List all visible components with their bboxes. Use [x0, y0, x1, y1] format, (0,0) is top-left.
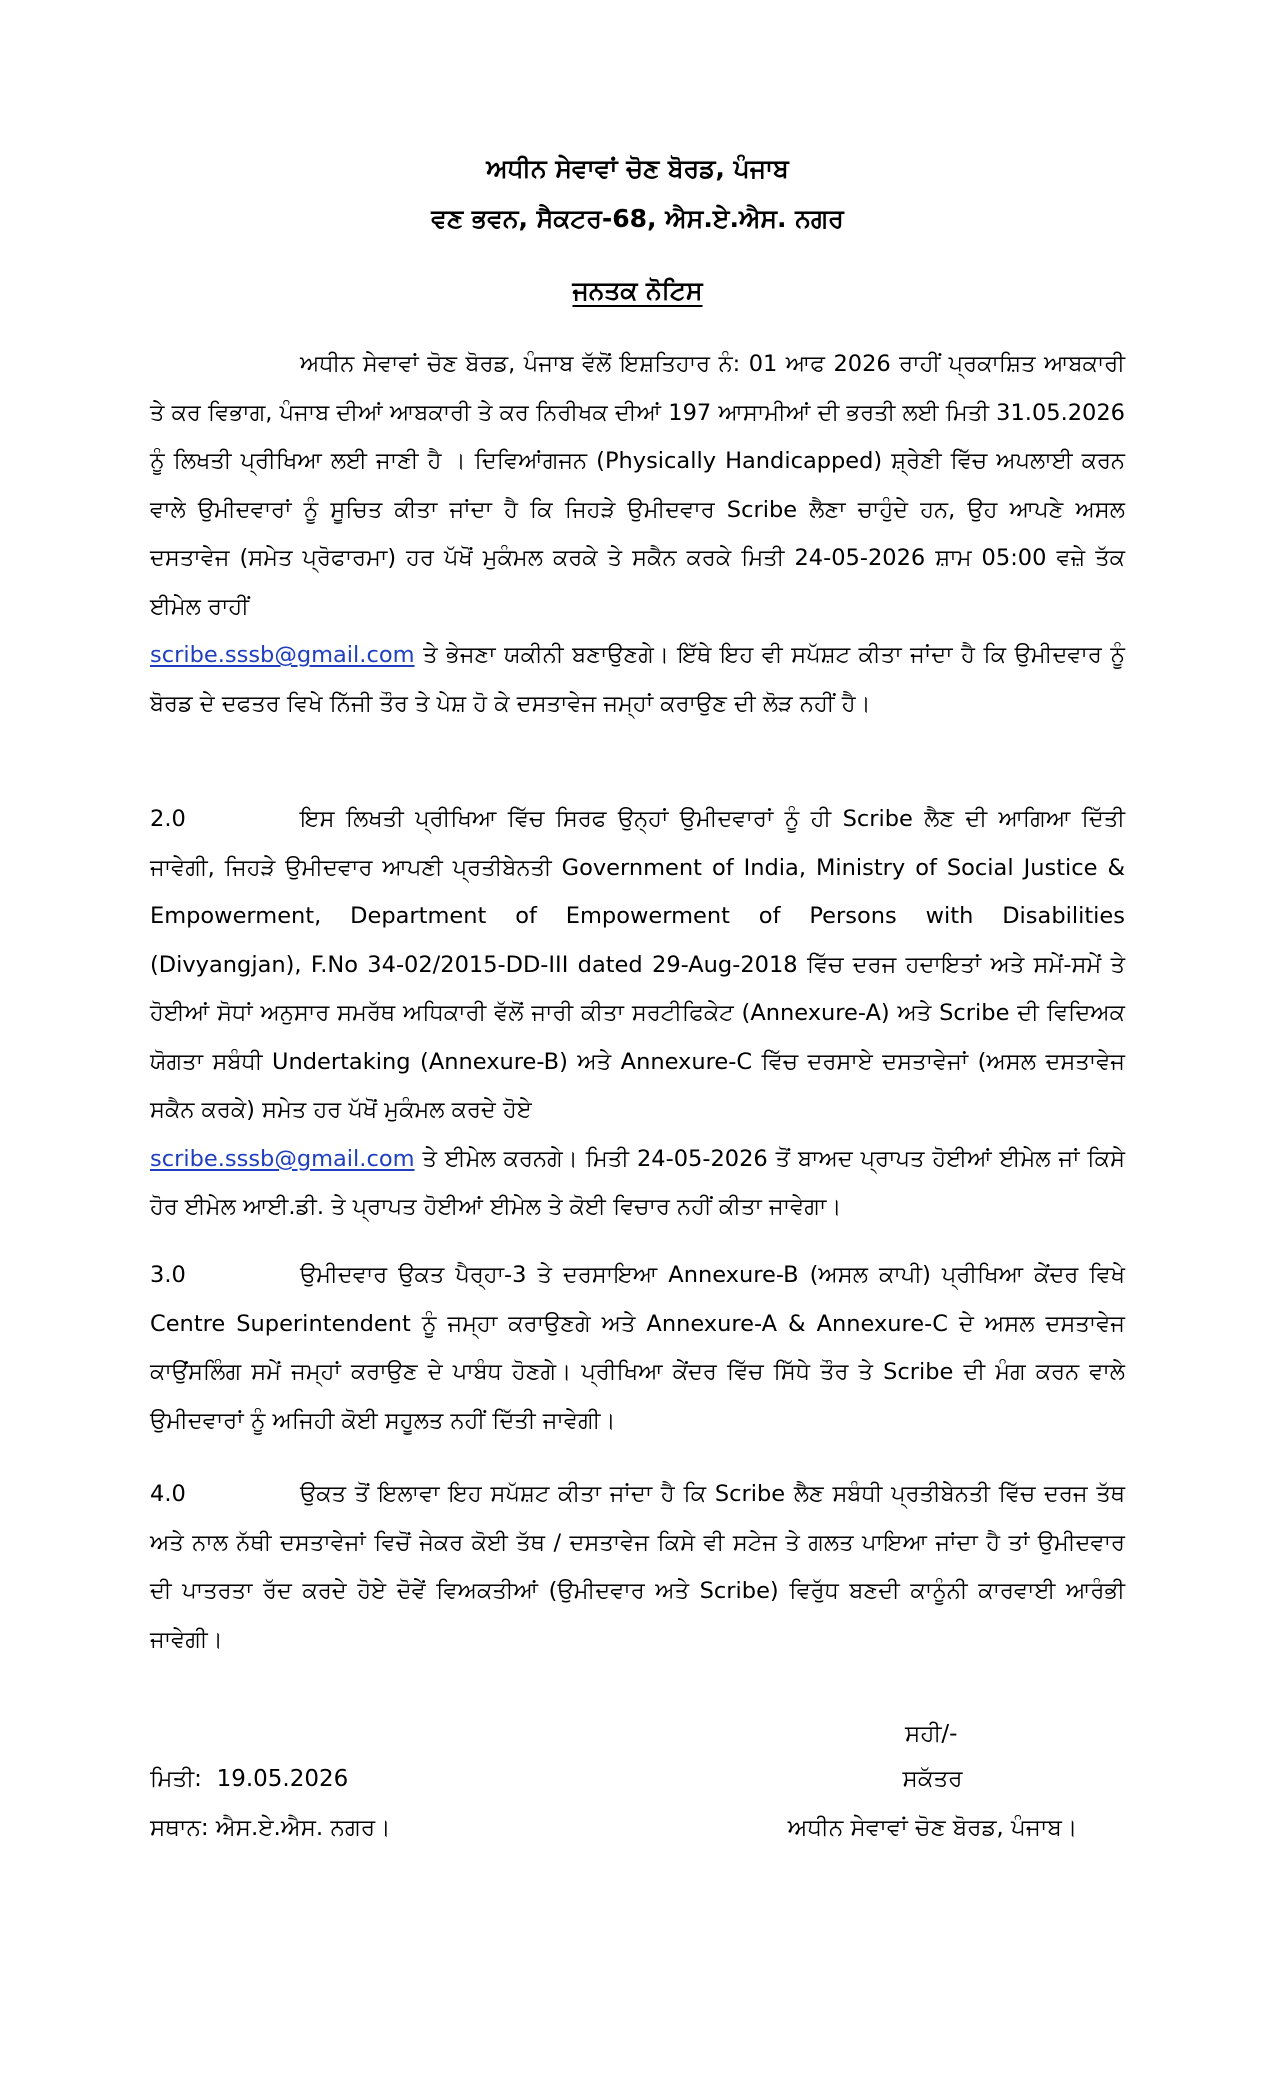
paragraph-2-text-b: ਤੇ ਈਮੇਲ ਕਰਨਗੇ। ਮਿਤੀ 24-05-2026 ਤੋਂ ਬਾਅਦ ਪ੍ਰਾਪਤ ਹੋਈਆਂ ਈਮੇਲ ਜਾਂ ਕਿਸੇ ਹੋਰ ਈਮੇਲ ਆਈ.ਡੀ. ਤੇ ਪ੍ਰਾਪਤ ਹੋਈਆਂ ਈਮੇਲ ਤੇ ਕੋਈ ਵਿਚਾਰ ਨਹੀਂ ਕੀਤਾ ਜਾਵੇਗਾ। [150, 1145, 1125, 1220]
signatory-organization: ਅਧੀਨ ਸੇਵਾਵਾਂ ਚੋਣ ਬੋਰਡ, ਪੰਜਾਬ। [787, 1815, 1078, 1841]
paragraph-3-text: ਉਮੀਦਵਾਰ ਉਕਤ ਪੈਰ੍ਹਾ-3 ਤੇ ਦਰਸਾਇਆ Annexure-B (ਅਸਲ ਕਾਪੀ) ਪ੍ਰੀਖਿਆ ਕੇਂਦਰ ਵਿਖੇ Centre Superintendent ਨੂੰ ਜਮ੍ਹਾ ਕਰਾਉਣਗੇ ਅਤੇ Annexure-A & Annexure-C ਦੇ ਅਸਲ ਦਸਤਾਵੇਜ ਕਾਉਂਸਲਿੰਗ ਸਮੇਂ ਜਮ੍ਹਾਂ ਕਰਾਉਣ ਦੇ ਪਾਬੰਧ ਹੋਣਗੇ। ਪ੍ਰੀਖਿਆ ਕੇਂਦਰ ਵਿੱਚ ਸਿੱਧੇ ਤੌਰ ਤੇ Scribe ਦੀ ਮੰਗ ਕਰਨ ਵਾਲੇ ਉਮੀਦਵਾਰਾਂ ਨੂੰ ਅਜਿਹੀ ਕੋਈ ਸਹੂਲਤ ਨਹੀਂ ਦਿੱਤੀ ਜਾਵੇਗੀ। [150, 1262, 1125, 1434]
signature-mark: ਸਹੀ/- [905, 1721, 958, 1747]
signatory-designation: ਸਕੱਤਰ [902, 1766, 963, 1792]
paragraph-4-text: ਉਕਤ ਤੋਂ ਇਲਾਵਾ ਇਹ ਸਪੱਸ਼ਟ ਕੀਤਾ ਜਾਂਦਾ ਹੈ ਕਿ Scribe ਲੈਣ ਸਬੰਧੀ ਪ੍ਰਤੀਬੇਨਤੀ ਵਿੱਚ ਦਰਜ ਤੱਥ ਅਤੇ ਨਾਲ ਨੱਥੀ ਦਸਤਾਵੇਜਾਂ ਵਿਚੋਂ ਜੇਕਰ ਕੋਈ ਤੱਥ / ਦਸਤਾਵੇਜ ਕਿਸੇ ਵੀ ਸਟੇਜ ਤੇ ਗਲਤ ਪਾਇਆ ਜਾਂਦਾ ਹੈ ਤਾਂ ਉਮੀਦਵਾਰ ਦੀ ਪਾਤਰਤਾ ਰੱਦ ਕਰਦੇ ਹੋਏ ਦੋਵੇਂ ਵਿਅਕਤੀਆਂ (ਉਮੀਦਵਾਰ ਅਤੇ Scribe) ਵਿਰੁੱਧ ਬਣਦੀ ਕਾਨੂੰਨੀ ਕਾਰਵਾਈ ਆਰੰਭੀ ਜਾਵੇਗੀ। [150, 1481, 1125, 1653]
date-line [150, 1766, 348, 1792]
paragraph-2 [150, 795, 1125, 1232]
paragraph-4-number: 4.0 [150, 1481, 186, 1507]
paragraph-1-text-b: ਤੇ ਭੇਜਣਾ ਯਕੀਨੀ ਬਣਾਉਣਗੇ। ਇੱਥੇ ਇਹ ਵੀ ਸਪੱਸ਼ਟ ਕੀਤਾ ਜਾਂਦਾ ਹੈ ਕਿ ਉਮੀਦਵਾਰ ਨੂੰ ਬੋਰਡ ਦੇ ਦਫਤਰ ਵਿਖੇ ਨਿੱਜੀ ਤੌਰ ਤੇ ਪੇਸ਼ ਹੋ ਕੇ ਦਸਤਾਵੇਜ ਜਮ੍ਹਾਂ ਕਰਾਉਣ ਦੀ ਲੋੜ ਨਹੀਂ ਹੈ। [150, 642, 1125, 717]
paragraph-2-text-a: ਇਸ ਲਿਖਤੀ ਪ੍ਰੀਖਿਆ ਵਿੱਚ ਸਿਰਫ ਉਨ੍ਹਾਂ ਉਮੀਦਵਾਰਾਂ ਨੂੰ ਹੀ Scribe ਲੈਣ ਦੀ ਆਗਿਆ ਦਿੱਤੀ ਜਾਵੇਗੀ, ਜਿਹੜੇ ਉਮੀਦਵਾਰ ਆਪਣੀ ਪ੍ਰਤੀਬੇਨਤੀ Government of India, Ministry of Social Justice & Empowerment, Department of Empowerment of Persons with Disabilities (Divyangjan), F.No 34-02/2015-DD-III dated 29-Aug-2018 ਵਿੱਚ ਦਰਜ ਹਦਾਇਤਾਂ ਅਤੇ ਸਮੇਂ-ਸਮੇਂ ਤੇ ਹੋਈਆਂ ਸੋਧਾਂ ਅਨੁਸਾਰ ਸਮਰੱਥ ਅਧਿਕਾਰੀ ਵੱਲੋਂ ਜਾਰੀ ਕੀਤਾ ਸਰਟੀਫਿਕੇਟ (Annexure-A) ਅਤੇ Scribe ਦੀ ਵਿਦਿਅਕ ਯੋਗਤਾ ਸਬੰਧੀ Undertaking (Annexure-B) ਅਤੇ Annexure-C ਵਿੱਚ ਦਰਸਾਏ ਦਸਤਾਵੇਜਾਂ (ਅਸਲ ਦਸਤਾਵੇਜ ਸਕੈਨ ਕਰਕੇ) ਸਮੇਤ ਹਰ ਪੱਖੋਂ ਮੁਕੰਮਲ ਕਰਦੇ ਹੋਏ [150, 806, 1125, 1123]
notice-title: ਜਨਤਕ ਨੋਟਿਸ [572, 276, 703, 305]
org-name-heading: ਅਧੀਨ ਸੇਵਾਵਾਂ ਚੋਣ ਬੋਰਡ, ਪੰਜਾਬ [486, 154, 789, 183]
paragraph-4 [150, 1470, 1125, 1664]
paragraph-3 [150, 1251, 1125, 1445]
paragraph-3-number: 3.0 [150, 1262, 186, 1288]
email-link[interactable]: scribe.sssb@gmail.com [150, 1145, 415, 1172]
paragraph-2-number: 2.0 [150, 806, 186, 832]
paragraph-1-text-a: ਅਧੀਨ ਸੇਵਾਵਾਂ ਚੋਣ ਬੋਰਡ, ਪੰਜਾਬ ਵੱਲੋਂ ਇਸ਼ਤਿਹਾਰ ਨੰ: 01 ਆਫ 2026 ਰਾਹੀਂ ਪ੍ਰਕਾਸ਼ਿਤ ਆਬਕਾਰੀ ਤੇ ਕਰ ਵਿਭਾਗ, ਪੰਜਾਬ ਦੀਆਂ ਆਬਕਾਰੀ ਤੇ ਕਰ ਨਿਰੀਖਕ ਦੀਆਂ 197 ਆਸਾਮੀਆਂ ਦੀ ਭਰਤੀ ਲਈ ਮਿਤੀ 31.05.2026 ਨੂੰ ਲਿਖਤੀ ਪ੍ਰੀਖਿਆ ਲਈ ਜਾਣੀ ਹੈ । ਦਿਵਿਆਂਗਜਨ (Physically Handicapped) ਸ਼੍ਰੇਣੀ ਵਿੱਚ ਅਪਲਾਈ ਕਰਨ ਵਾਲੇ ਉਮੀਦਵਾਰਾਂ ਨੂੰ ਸੂਚਿਤ ਕੀਤਾ ਜਾਂਦਾ ਹੈ ਕਿ ਜਿਹੜੇ ਉਮੀਦਵਾਰ Scribe ਲੈਣਾ ਚਾਹੁੰਦੇ ਹਨ, ਉਹ ਆਪਣੇ ਅਸਲ ਦਸਤਾਵੇਜ (ਸਮੇਤ ਪ੍ਰੋਫਾਰਮਾ) ਹਰ ਪੱਖੋਂ ਮੁਕੰਮਲ ਕਰਕੇ ਤੇ ਸਕੈਨ ਕਰਕੇ ਮਿਤੀ 24-05-2026 ਸ਼ਾਮ 05:00 ਵਜ਼ੇ ਤੱਕ ਈਮੇਲ ਰਾਹੀਂ [150, 351, 1125, 620]
date-value: 19.05.2026 [216, 1766, 349, 1792]
paragraph-1 [150, 340, 1125, 728]
date-label: ਮਿਤੀ: [150, 1766, 202, 1792]
org-address-heading: ਵਣ ਭਵਨ, ਸੈਕਟਰ-68, ਐਸ.ਏ.ਐਸ. ਨਗਰ [431, 204, 844, 233]
place-line: ਸਥਾਨ: ਐਸ.ਏ.ਐਸ. ਨਗਰ। [150, 1815, 391, 1841]
email-link[interactable]: scribe.sssb@gmail.com [150, 642, 415, 668]
